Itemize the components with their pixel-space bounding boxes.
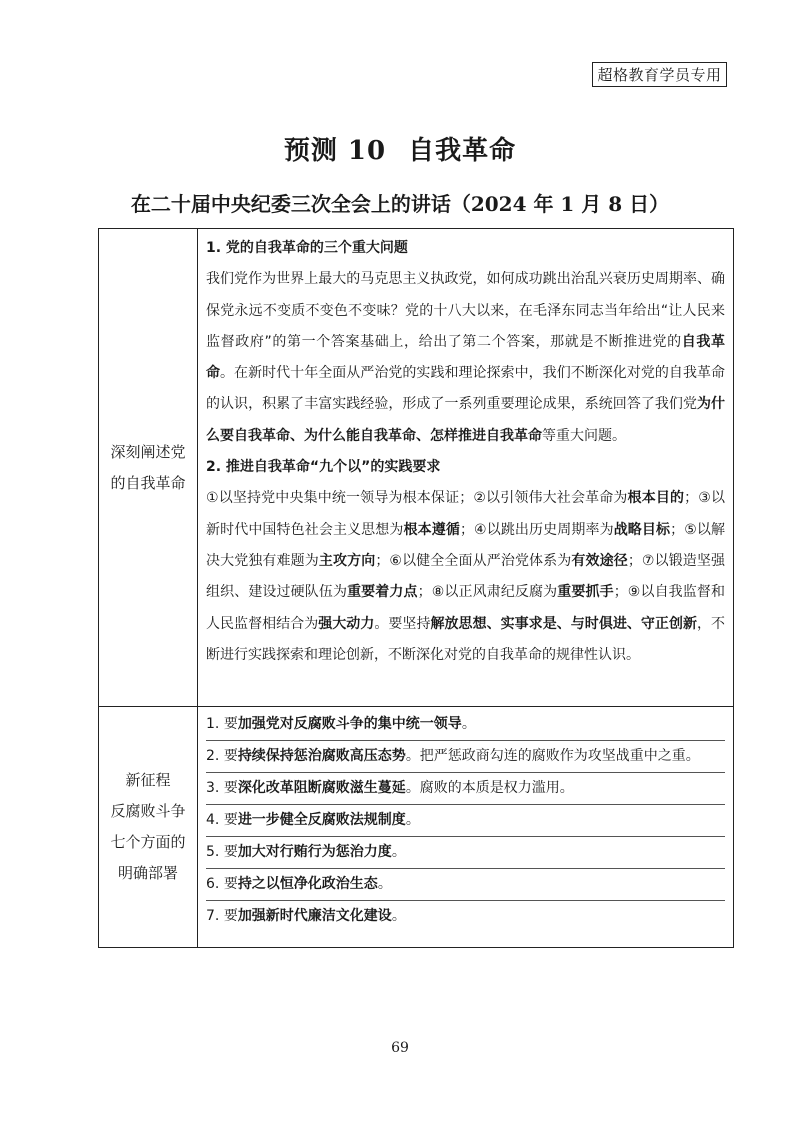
list-item xyxy=(206,741,725,773)
text-run: 1. xyxy=(206,716,224,732)
list-item xyxy=(206,773,725,805)
content-table xyxy=(98,228,734,948)
text-run: ；⑤以解决大党独有难题为 xyxy=(206,521,725,569)
text-run: ；③以新时代中国特色社会主义思想为 xyxy=(206,490,725,538)
emphasis: 主攻方向 xyxy=(318,552,376,569)
emphasis: 强大动力 xyxy=(318,615,375,632)
text-run: 。 xyxy=(461,716,476,732)
emphasis: 重要抓手 xyxy=(557,584,614,601)
page-title xyxy=(0,130,800,167)
emphasis: 加强党对反腐败斗争的集中统一领导 xyxy=(237,716,462,732)
section1-content xyxy=(198,229,734,707)
table-row xyxy=(99,229,734,707)
section2-content xyxy=(198,707,734,948)
section1-label-line: 的自我革命 xyxy=(110,473,186,492)
text-run: 。 xyxy=(391,908,406,924)
section1-label-line: 深刻阐述党 xyxy=(110,442,186,461)
text-run: 。 xyxy=(377,876,392,892)
text-run: 。在新时代十年全面从严治党的实践和理论探索中，我们不断深化对党的自我革命的认识，积累了丰富实践经验，形成了一系列重要理论成果，系统回答了我们党 xyxy=(206,365,726,413)
text-run: 7. xyxy=(206,908,224,924)
text-run: ；⑨以自我监督和人民监督相结合为 xyxy=(206,584,726,632)
text-run: 要 xyxy=(223,876,238,892)
text-run: 5. xyxy=(206,844,224,860)
list-item xyxy=(206,901,725,932)
page-number: 69 xyxy=(391,1040,409,1056)
section2-label-line: 七个方面的 xyxy=(110,833,186,851)
text-run: ；⑥以健全全面从严治党体系为 xyxy=(375,552,572,569)
usage-stamp: 超格教育学员专用 xyxy=(592,62,727,87)
title-prefix: 预测 10 xyxy=(283,136,387,166)
section2-label-line: 新征程 xyxy=(125,771,171,789)
text-run: 要 xyxy=(223,908,238,924)
text-run: 。 xyxy=(405,812,420,828)
section2-label-line: 反腐败斗争 xyxy=(110,802,186,820)
text-run: 我们党作为世界上最大的马克思主义执政党，如何成功跳出治乱兴衰历史周期率、确保党永远不变质不变色不变味？党的十八大以来，在毛泽东同志当年给出“让人民来监督政府”的第一个答案基础上，给出了第二个答案，那就是不断推进党的 xyxy=(206,271,725,350)
section2-label xyxy=(99,707,198,948)
text-run: ，不断进行实践探索和理论创新，不断深化对党的自我革命的规律性认识。 xyxy=(206,615,726,663)
list-item xyxy=(206,869,725,901)
section-heading: 2. 推进自我革命“九个以”的实践要求 xyxy=(206,459,441,476)
emphasis: 加强新时代廉洁文化建设 xyxy=(237,908,392,924)
deployment-list xyxy=(206,709,725,932)
emphasis: 为什么要自我革命、为什么能自我革命、怎样推进自我革命 xyxy=(206,396,726,444)
text-run: ；⑧以正风肃纪反腐为 xyxy=(417,584,558,601)
section1-label xyxy=(99,229,198,707)
emphasis: 解放思想、实事求是、与时俱进、守正创新 xyxy=(430,615,698,632)
emphasis: 根本目的 xyxy=(627,490,685,507)
table-row xyxy=(99,707,734,948)
list-item xyxy=(206,837,725,869)
text-run: 6. xyxy=(206,876,224,892)
text-run: 3. xyxy=(206,780,224,796)
text-run: ；④以跳出历史周期率为 xyxy=(459,521,614,538)
text-run: 。要坚持 xyxy=(374,615,431,632)
emphasis: 自我革命 xyxy=(206,333,725,382)
text-run: 。 xyxy=(391,844,406,860)
emphasis: 持之以恒净化政治生态 xyxy=(237,876,378,892)
text-run: 4. xyxy=(206,812,224,828)
emphasis: 重要着力点 xyxy=(347,584,418,601)
text-run: 。腐败的本质是权力滥用。 xyxy=(405,780,574,796)
text-run: ；⑦以锻造坚强组织、建设过硬队伍为 xyxy=(206,552,726,601)
list-item xyxy=(206,709,725,741)
title-main: 自我革命 xyxy=(408,136,517,166)
text-run: 等重大问题。 xyxy=(542,427,626,444)
emphasis: 持续保持惩治腐败高压态势 xyxy=(237,748,406,764)
text-run: ①以坚持党中央集中统一领导为根本保证；②以引领伟大社会革命为 xyxy=(206,490,628,507)
list-item xyxy=(206,805,725,837)
emphasis: 进一步健全反腐败法规制度 xyxy=(237,812,406,828)
text-run: 要 xyxy=(223,780,238,796)
emphasis: 加大对行贿行为惩治力度 xyxy=(237,844,392,860)
text-run: 要 xyxy=(223,716,238,732)
text-run: 。把严惩政商勾连的腐败作为攻坚战重中之重。 xyxy=(405,748,700,764)
paragraph xyxy=(206,264,725,452)
emphasis: 战略目标 xyxy=(613,521,671,538)
speech-subtitle: 在二十届中央纪委三次全会上的讲话（2024 年 1 月 8 日） xyxy=(130,192,670,216)
emphasis: 深化改革阻断腐败滋生蔓延 xyxy=(237,780,406,796)
text-run: 要 xyxy=(223,748,238,764)
section2-label-line: 明确部署 xyxy=(117,864,178,882)
emphasis: 根本遵循 xyxy=(403,521,460,538)
text-run: 要 xyxy=(223,844,238,860)
section-heading: 1. 党的自我革命的三个重大问题 xyxy=(206,240,408,256)
text-run: 要 xyxy=(223,812,238,828)
emphasis: 有效途径 xyxy=(571,552,628,569)
text-run: 2. xyxy=(206,748,224,764)
paragraph xyxy=(206,483,725,671)
